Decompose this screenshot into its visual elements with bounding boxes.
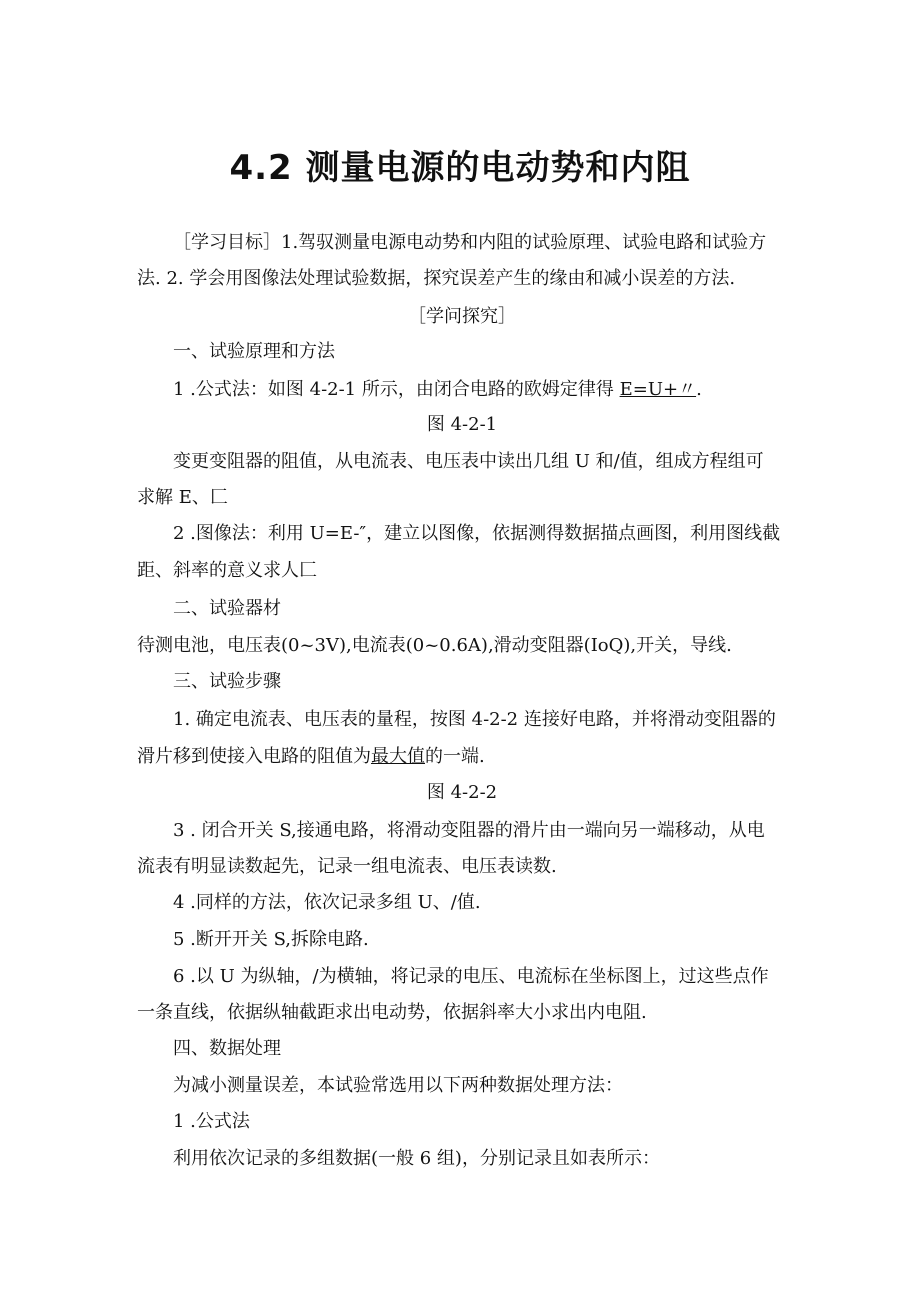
page-title: 4.2 测量电源的电动势和内阻 [229,148,691,188]
step1-line-1: 1. 确定电流表、电压表的量程，按图 4-2-2 连接好电路，并将滑动变阻器的 [173,709,776,730]
step5: 5 .断开开关 S,拆除电路. [173,929,369,950]
part3-heading: 三、试验步骤 [173,671,281,692]
section-knowledge-heading: ［学问探究］ [408,306,516,327]
formula-method-prefix: 1 .公式法：如图 4-2-1 所示，由闭合电路的欧姆定律得 [173,379,620,400]
step1-line-2 [137,745,787,769]
objectives-line-1: ［学习目标］1.驾驭测量电源电动势和内阻的试验原理、试验电路和试验方 [173,232,767,253]
equipment-list: 待测电池，电压表(0~3V),电流表(0~0.6A),滑动变阻器(IoQ),开关，导线. [137,635,732,656]
step6-line-1: 6 .以 U 为纵轴，/为横轴，将记录的电压、电流标在坐标图上，过这些点作 [173,966,769,987]
method1-heading: 1 .公式法 [173,1111,250,1132]
step3-line-1: 3 . 闭合开关 S,接通电路，将滑动变阻器的滑片由一端向另一端移动，从电 [173,820,765,841]
step6-line-2: 一条直线，依据纵轴截距求出电动势，依据斜率大小求出内电阻. [137,1002,647,1023]
formula-method-suffix: . [696,379,702,400]
data-processing-intro: 为减小测量误差，本试验常选用以下两种数据处理方法： [173,1075,623,1096]
formula-method-paragraph [137,378,823,402]
resistor-desc-line-1: 变更变阻器的阻值，从电流表、电压表中读出几组 U 和/值，组成方程组可 [173,451,764,472]
part2-heading: 二、试验器材 [173,598,281,619]
method1-description: 利用依次记录的多组数据(一般 6 组)，分别记录且如表所示： [173,1148,660,1169]
step4: 4 .同样的方法，依次记录多组 U、/值. [173,892,481,913]
formula-method-equation: E=U+〃 [619,379,697,400]
step1-max-value: 最大值 [371,746,425,767]
part4-heading: 四、数据处理 [173,1038,281,1059]
step1-line-2-prefix: 滑片移到使接入电路的阻值为 [137,746,371,767]
resistor-desc-line-2: 求解 E、匚 [137,487,228,508]
figure-caption-4-2-1: 图 4-2-1 [426,414,498,435]
step1-line-2-suffix: 的一端. [425,746,485,767]
figure-caption-4-2-2: 图 4-2-2 [426,782,498,803]
graph-method-line-1: 2 .图像法：利用 U=E-″，建立以图像，依据测得数据描点画图，利用图线截 [173,523,781,544]
part1-heading: 一、试验原理和方法 [173,341,335,362]
step3-line-2: 流表有明显读数起先，记录一组电流表、电压表读数. [137,856,557,877]
graph-method-line-2: 距、斜率的意义求人匚 [137,560,317,581]
objectives-line-2: 法. 2. 学会用图像法处理试验数据，探究误差产生的缘由和减小误差的方法. [137,268,736,289]
